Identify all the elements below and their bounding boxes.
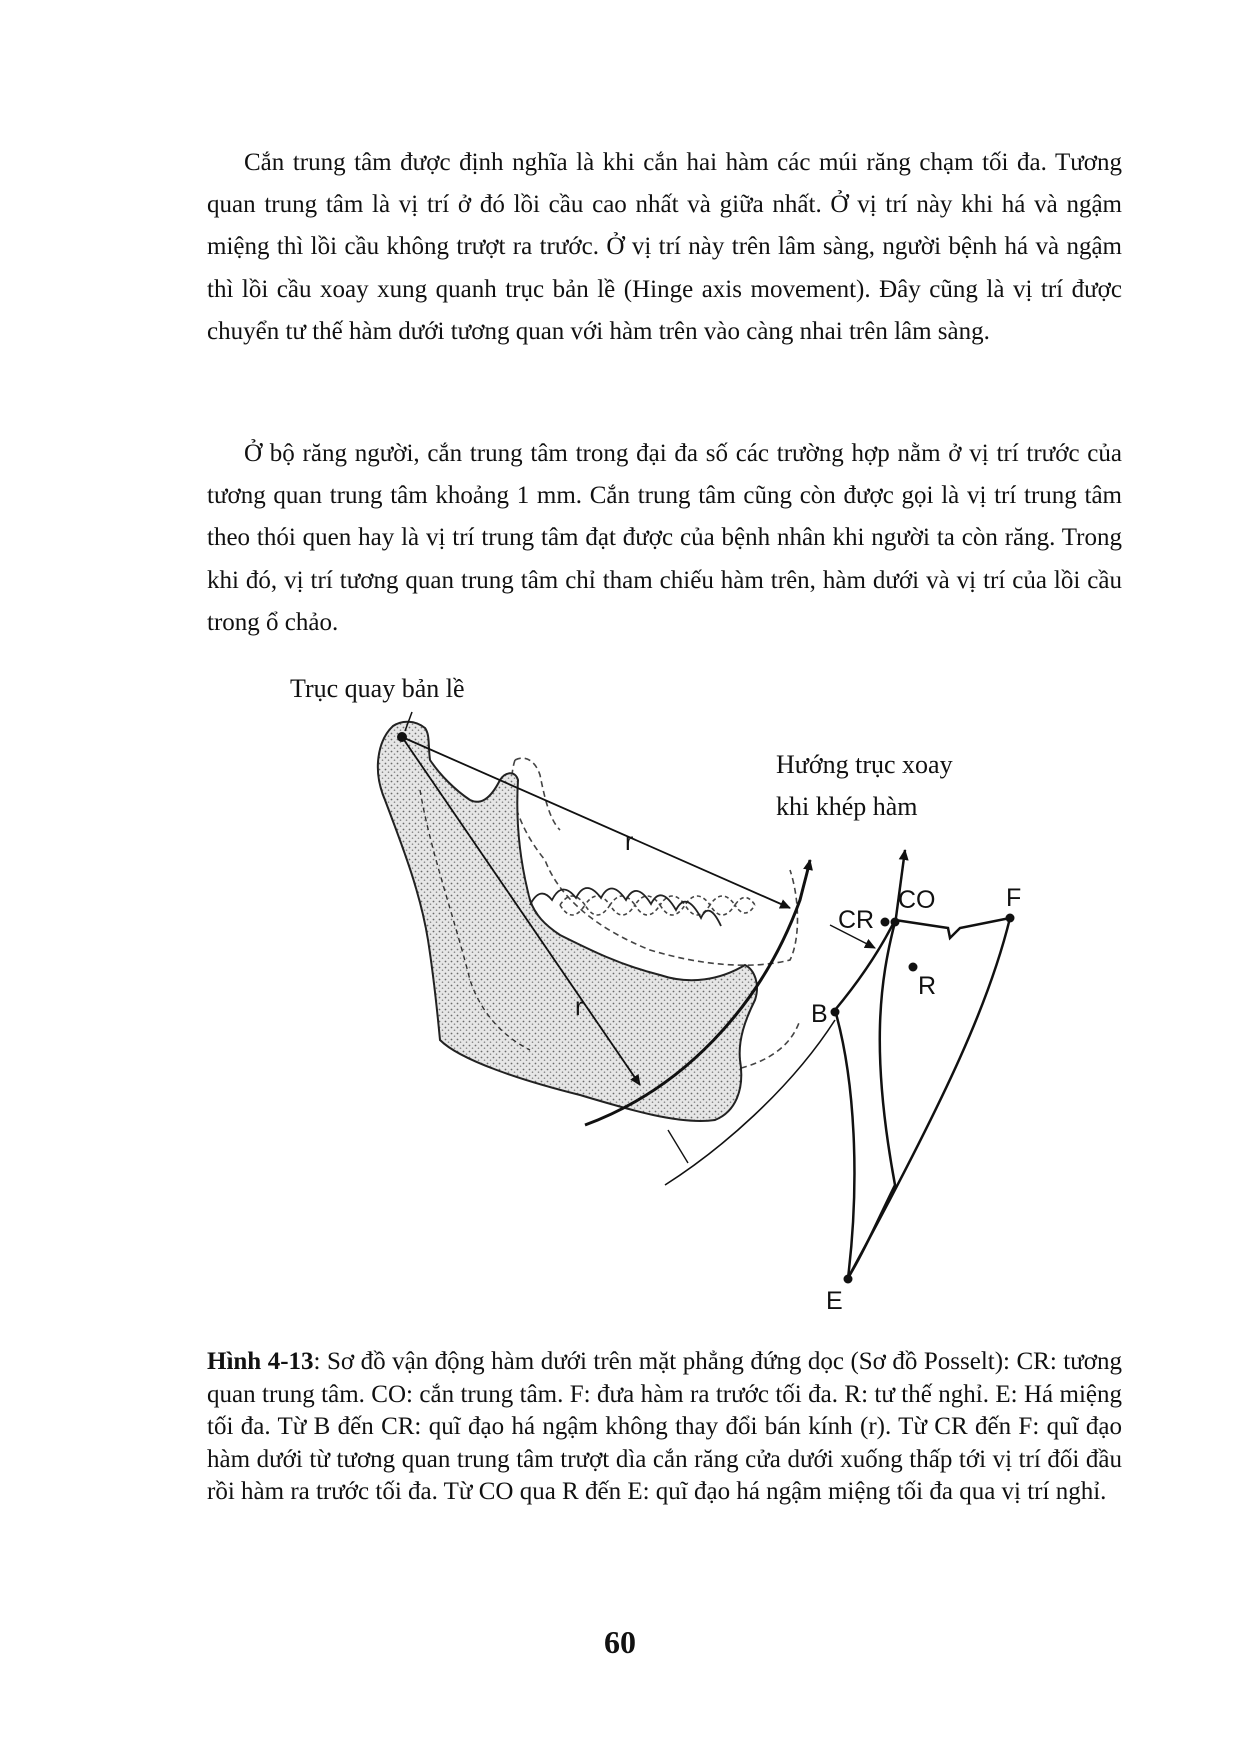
outer-arc-tick [668,1130,688,1163]
path-b-e [835,1010,854,1278]
label-direction-line2: khi khép hàm [776,792,918,821]
label-direction-line1: Hướng trục xoay [776,750,953,779]
mandible-shape [378,722,757,1121]
label-hinge-axis: Trục quay bản lề [290,674,465,703]
label-radius-upper: r [625,828,634,856]
paragraph-2: Ở bộ răng người, cắn trung tâm trong đại đa số các trường hợp nằm ở vị trí trước của tương quan trung tâm khoảng 1 mm. Cắn trung tâm cũng còn được gọi là vị trí trung tâm theo thói quen hay là vị trí trung tâm đạt được của bệnh nhân khi người ta còn răng. Trong khi đó, vị trí tương quan trung tâm chỉ tham chiếu hàm trên, hàm dưới và vị trí của lồi cầu trong ổ chảo. [207,440,1122,636]
point-f [1006,914,1015,923]
label-radius-lower: r [575,993,584,1021]
label-point-f: F [1006,884,1022,912]
caption-prefix: Hình 4-13 [207,1348,314,1375]
path-cr-f [895,918,1010,938]
point-r [909,963,918,972]
label-point-cr: CR [838,906,875,934]
label-point-e: E [826,1287,843,1315]
page-number: 60 [604,1624,636,1660]
label-point-co: CO [898,886,936,914]
lower-teeth-outline [530,888,721,926]
upper-teeth-outline [560,896,755,915]
paragraph-1: Cắn trung tâm được định nghĩa là khi cắn hai hàm các múi răng chạm tối đa. Tương quan trung tâm là vị trí ở đó lồi cầu cao nhất và giữa nhất. Ở vị trí này khi há và ngậm miệng thì lồi cầu không trượt ra trước. Ở vị trí này trên lâm sàng, người bệnh há và ngậm thì lồi cầu xoay xung quanh trục bản lề (Hinge axis movement). Đây cũng là vị trí được chuyển tư thế hàm dưới tương quan với hàm trên vào càng nhai trên lâm sàng. [207,149,1122,345]
point-co [891,918,900,927]
caption-text: : Sơ đồ vận động hàm dưới trên mặt phẳng đứng dọc (Sơ đồ Posselt): CR: tương quan trung tâm. CO: cắn trung tâm. F: đưa hàm ra trước tối đa. R: tư thế nghỉ. E: Há miệng tối đa. Từ B đến CR: quĩ đạo há ngậm không thay đổi bán kính (r). Từ CR đến F: quĩ đạo hàm dưới từ tương quan trung tâm trượt dìa cắn răng cửa dưới xuống thấp tới vị trí đối đầu rồi hàm ra trước tối đa. Từ CO qua R đến E: quĩ đạo há ngậm miệng tối đa qua vị trí nghỉ. [207,1348,1123,1505]
point-b [831,1008,840,1017]
point-e [844,1275,853,1284]
label-point-r: R [918,972,937,1000]
path-co-r-e [848,922,895,1278]
figure-caption [207,1346,1122,1509]
label-point-b: B [811,1000,828,1028]
point-cr [881,918,890,927]
